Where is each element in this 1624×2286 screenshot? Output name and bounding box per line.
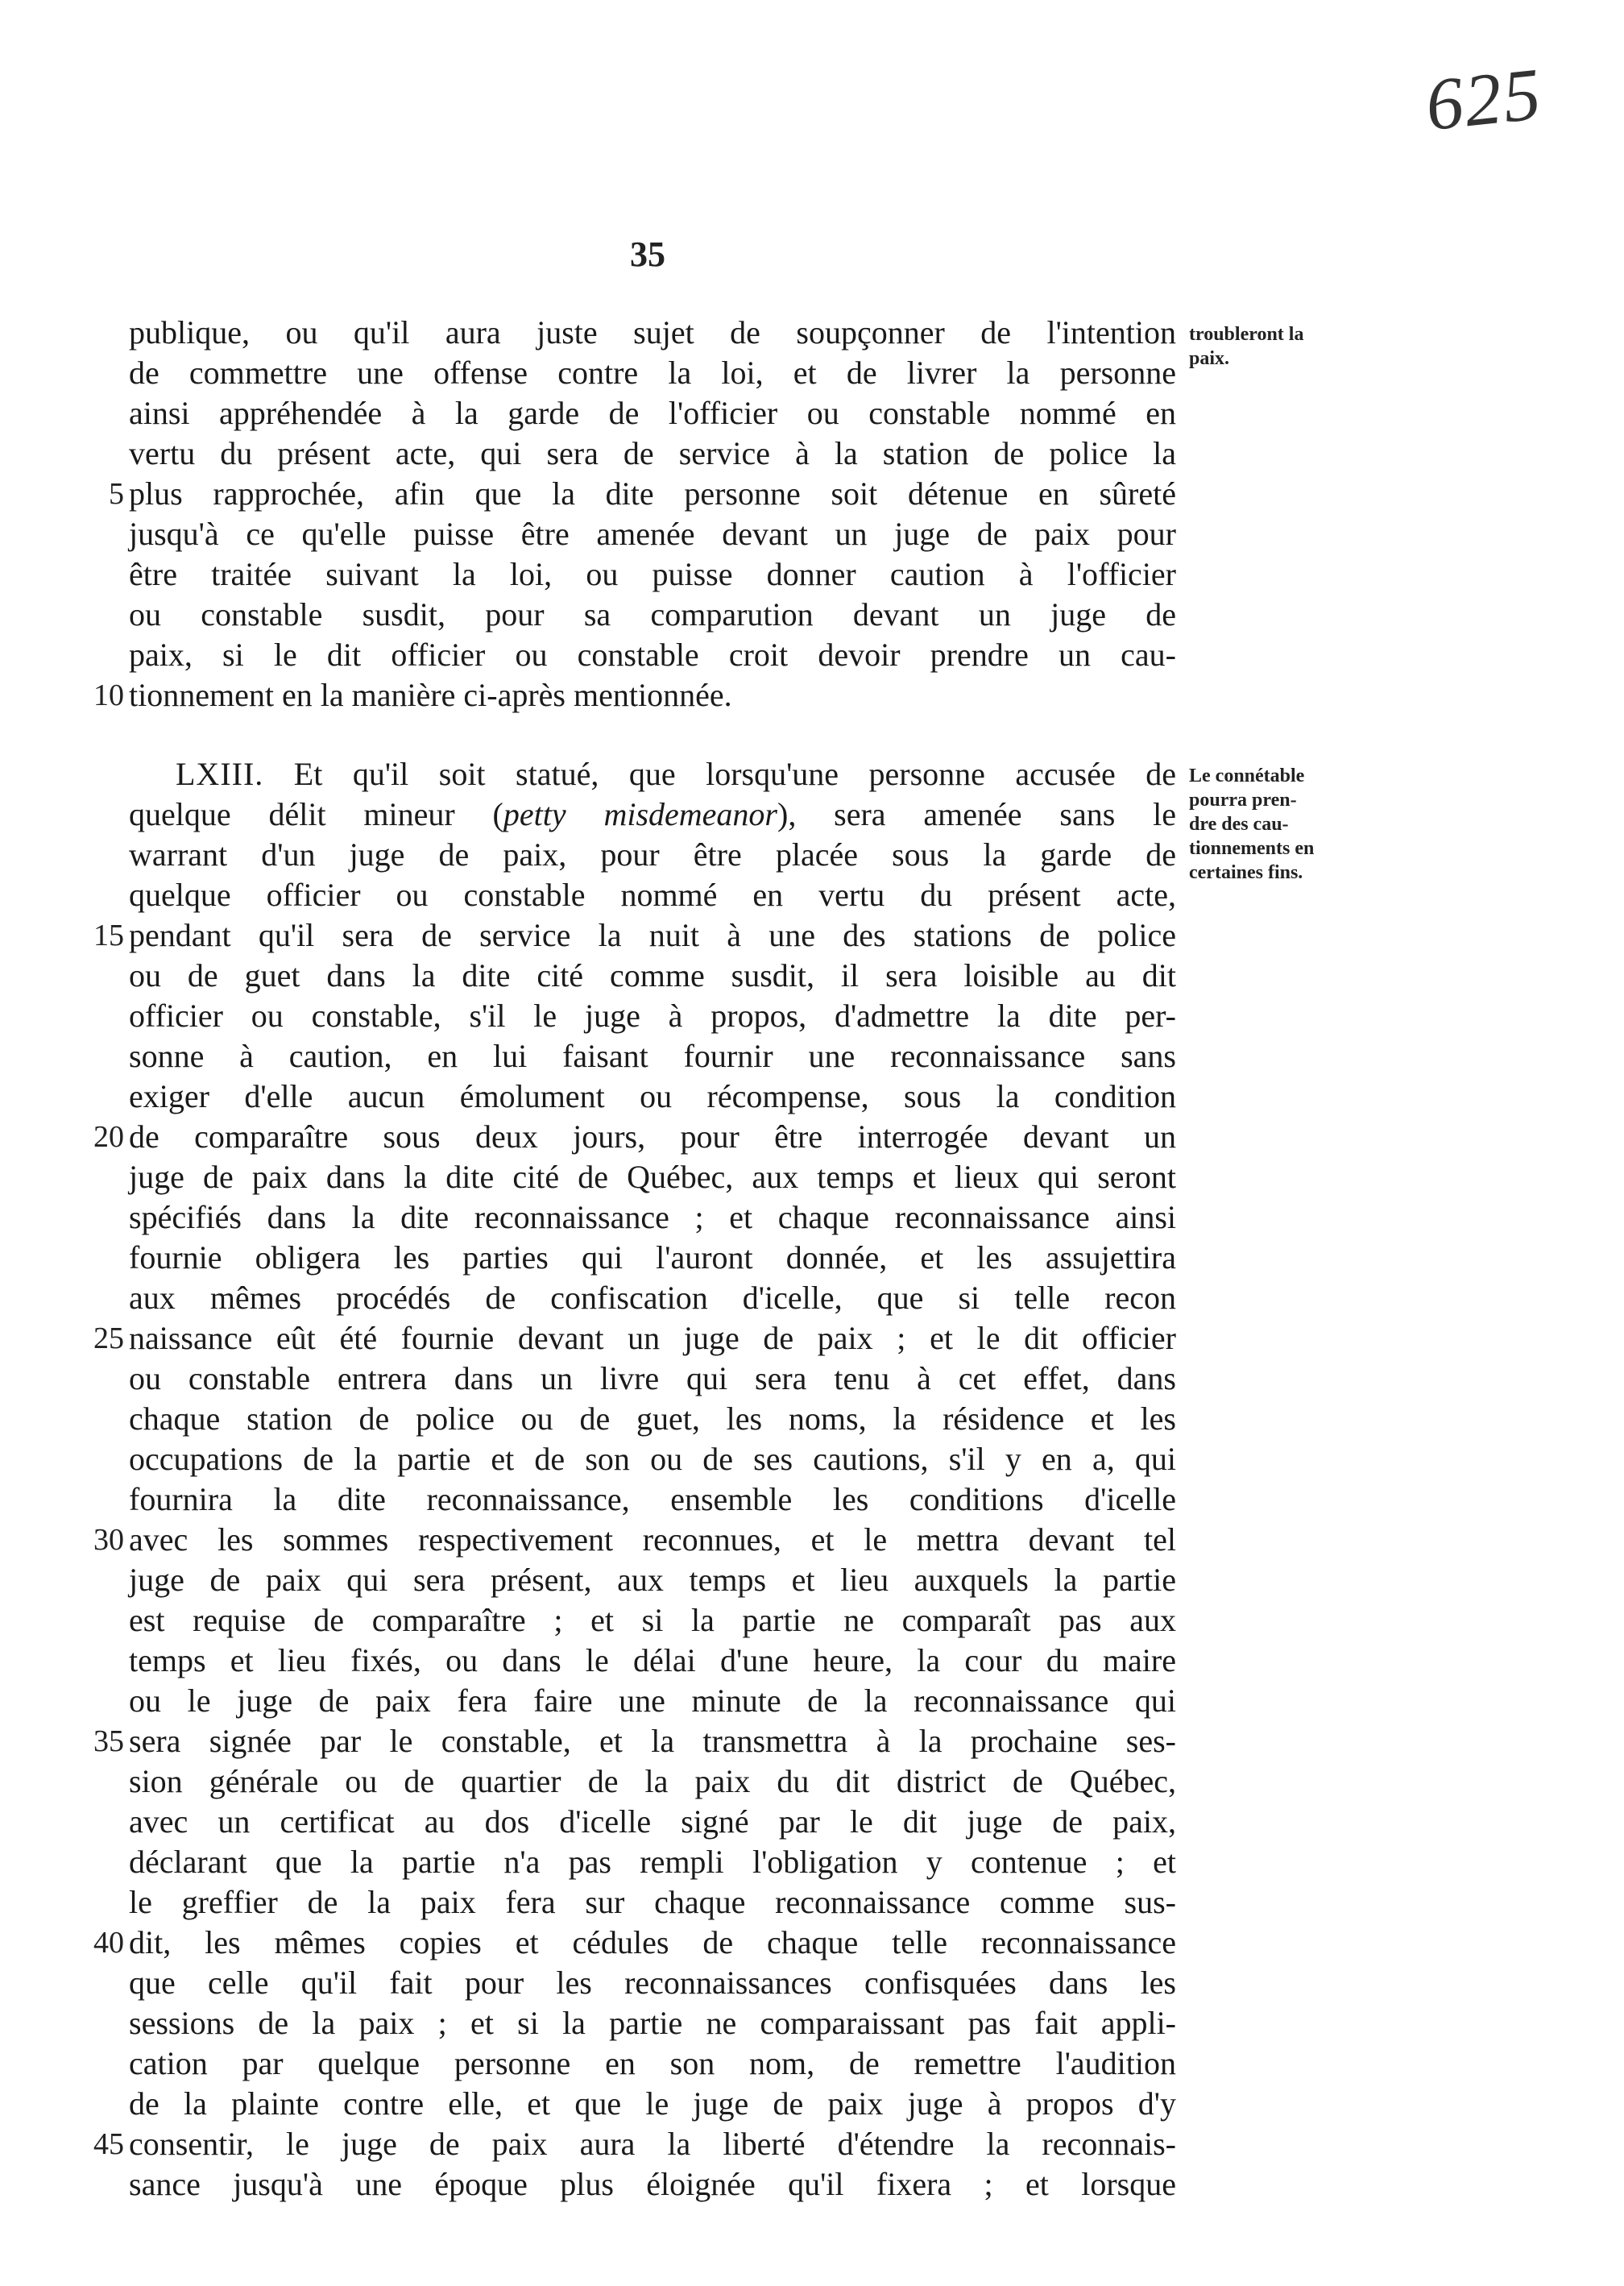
- text-line: ou de guet dans la dite cité comme susdit, il sera loisible au dit: [129, 957, 1176, 994]
- page-number: 35: [630, 234, 665, 274]
- margin-note-line: certaines fins.: [1189, 862, 1303, 883]
- line-number: 10: [93, 678, 124, 712]
- line-text-post: ), sera amenée sans le: [777, 796, 1176, 832]
- text-line: warrant d'un juge de paix, pour être placée sous la garde de: [129, 836, 1176, 873]
- text-line: le greffier de la paix fera sur chaque reconnaissance comme sus-: [129, 1884, 1176, 1920]
- text-line: juge de paix dans la dite cité de Québec, aux temps et lieux qui seront: [129, 1159, 1176, 1195]
- text-line: dit, les mêmes copies et cédules de chaque telle reconnaissance: [129, 1924, 1176, 1960]
- text-line: exiger d'elle aucun émolument ou récompense, sous la condition: [129, 1078, 1176, 1114]
- text-line: consentir, le juge de paix aura la liberté d'étendre la reconnais-: [129, 2126, 1176, 2162]
- folio-number: 625: [1422, 52, 1546, 147]
- line-number: 40: [93, 1926, 124, 1960]
- margin-note-line: troubleront la: [1189, 324, 1304, 345]
- text-line: avec les sommes respectivement reconnues, et le mettra devant tel: [129, 1521, 1176, 1558]
- margin-note-line: tionnements en: [1189, 838, 1315, 859]
- text-line: pendant qu'il sera de service la nuit à une des stations de police: [129, 917, 1176, 953]
- text-line: de commettre une offense contre la loi, et de livrer la personne: [129, 355, 1176, 391]
- section-first-line-text: Et qu'il soit statué, que lorsqu'une personne accusée de: [293, 756, 1176, 792]
- text-line: sessions de la paix ; et si la partie ne comparaissant pas fait appli-: [129, 2005, 1176, 2041]
- line-number: 5: [109, 477, 124, 511]
- text-line: paix, si le dit officier ou constable croit devoir prendre un cau-: [129, 637, 1176, 673]
- margin-note-line: paix.: [1189, 348, 1230, 369]
- line-number: 25: [93, 1321, 124, 1355]
- text-line: occupations de la partie et de son ou de ses cautions, s'il y en a, qui: [129, 1441, 1176, 1477]
- text-line: aux mêmes procédés de confiscation d'icelle, que si telle recon: [129, 1280, 1176, 1316]
- text-line: juge de paix qui sera présent, aux temps et lieu auxquels la partie: [129, 1562, 1176, 1598]
- text-line: fournira la dite reconnaissance, ensemble les conditions d'icelle: [129, 1481, 1176, 1517]
- line-number: 20: [93, 1120, 124, 1154]
- text-line: être traitée suivant la loi, ou puisse donner caution à l'officier: [129, 556, 1176, 592]
- text-line: ou constable entrera dans un livre qui sera tenu à cet effet, dans: [129, 1360, 1176, 1396]
- section-second-line: [129, 794, 1176, 835]
- text-line: sion générale ou de quartier de la paix du dit district de Québec,: [129, 1763, 1176, 1799]
- section-heading: LXIII.: [176, 756, 264, 792]
- text-line: de la plainte contre elle, et que le juge de paix juge à propos d'y: [129, 2085, 1176, 2122]
- text-line: que celle qu'il fait pour les reconnaissances confisquées dans les: [129, 1964, 1176, 2001]
- text-line: quelque officier ou constable nommé en vertu du présent acte,: [129, 877, 1176, 913]
- line-number: 30: [93, 1523, 124, 1557]
- text-line: ou le juge de paix fera faire une minute de la reconnaissance qui: [129, 1682, 1176, 1719]
- line-number: 35: [93, 1724, 124, 1758]
- text-line: spécifiés dans la dite reconnaissance ; et chaque reconnaissance ainsi: [129, 1199, 1176, 1235]
- margin-note-line: dre des cau-: [1189, 814, 1289, 835]
- text-line: ainsi appréhendée à la garde de l'officier ou constable nommé en: [129, 395, 1176, 431]
- margin-note-connetable: [1189, 764, 1374, 885]
- italic-term: petty misdemeanor: [503, 796, 777, 832]
- margin-note-troubleront: [1189, 322, 1374, 371]
- text-line: vertu du présent acte, qui sera de service à la station de police la: [129, 435, 1176, 471]
- text-line: fournie obligera les parties qui l'auront donnée, et les assujettira: [129, 1239, 1176, 1276]
- text-line: de comparaître sous deux jours, pour être interrogée devant un: [129, 1118, 1176, 1155]
- text-line: sance jusqu'à une époque plus éloignée qu'il fixera ; et lorsque: [129, 2166, 1176, 2202]
- text-line: ou constable susdit, pour sa comparution devant un juge de: [129, 596, 1176, 633]
- margin-note-line: pourra pren-: [1189, 790, 1297, 811]
- text-line: cation par quelque personne en son nom, de remettre l'audition: [129, 2045, 1176, 2081]
- text-line: temps et lieu fixés, ou dans le délai d'une heure, la cour du maire: [129, 1642, 1176, 1678]
- margin-note-line: Le connétable: [1189, 765, 1305, 786]
- text-line: publique, ou qu'il aura juste sujet de soupçonner de l'intention: [129, 314, 1176, 351]
- text-line: sonne à caution, en lui faisant fournir une reconnaissance sans: [129, 1038, 1176, 1074]
- text-line: sera signée par le constable, et la transmettra à la prochaine ses-: [129, 1723, 1176, 1759]
- text-line: officier ou constable, s'il le juge à propos, d'admettre la dite per-: [129, 998, 1176, 1034]
- section-first-line: [176, 754, 1176, 794]
- text-line: est requise de comparaître ; et si la partie ne comparaît pas aux: [129, 1602, 1176, 1638]
- text-line: déclarant que la partie n'a pas rempli l'obligation y contenue ; et: [129, 1844, 1176, 1880]
- line-number: 45: [93, 2127, 124, 2161]
- text-line: chaque station de police ou de guet, les noms, la résidence et les: [129, 1400, 1176, 1437]
- line-text-pre: quelque délit mineur (: [129, 796, 503, 832]
- text-line: naissance eût été fournie devant un juge de paix ; et le dit officier: [129, 1320, 1176, 1356]
- text-line: jusqu'à ce qu'elle puisse être amenée devant un juge de paix pour: [129, 516, 1176, 552]
- line-number: 15: [93, 919, 124, 952]
- text-line: avec un certificat au dos d'icelle signé par le dit juge de paix,: [129, 1803, 1176, 1840]
- text-line: tionnement en la manière ci-après mentionnée.: [129, 677, 732, 713]
- text-line: plus rapprochée, afin que la dite personne soit détenue en sûreté: [129, 475, 1176, 512]
